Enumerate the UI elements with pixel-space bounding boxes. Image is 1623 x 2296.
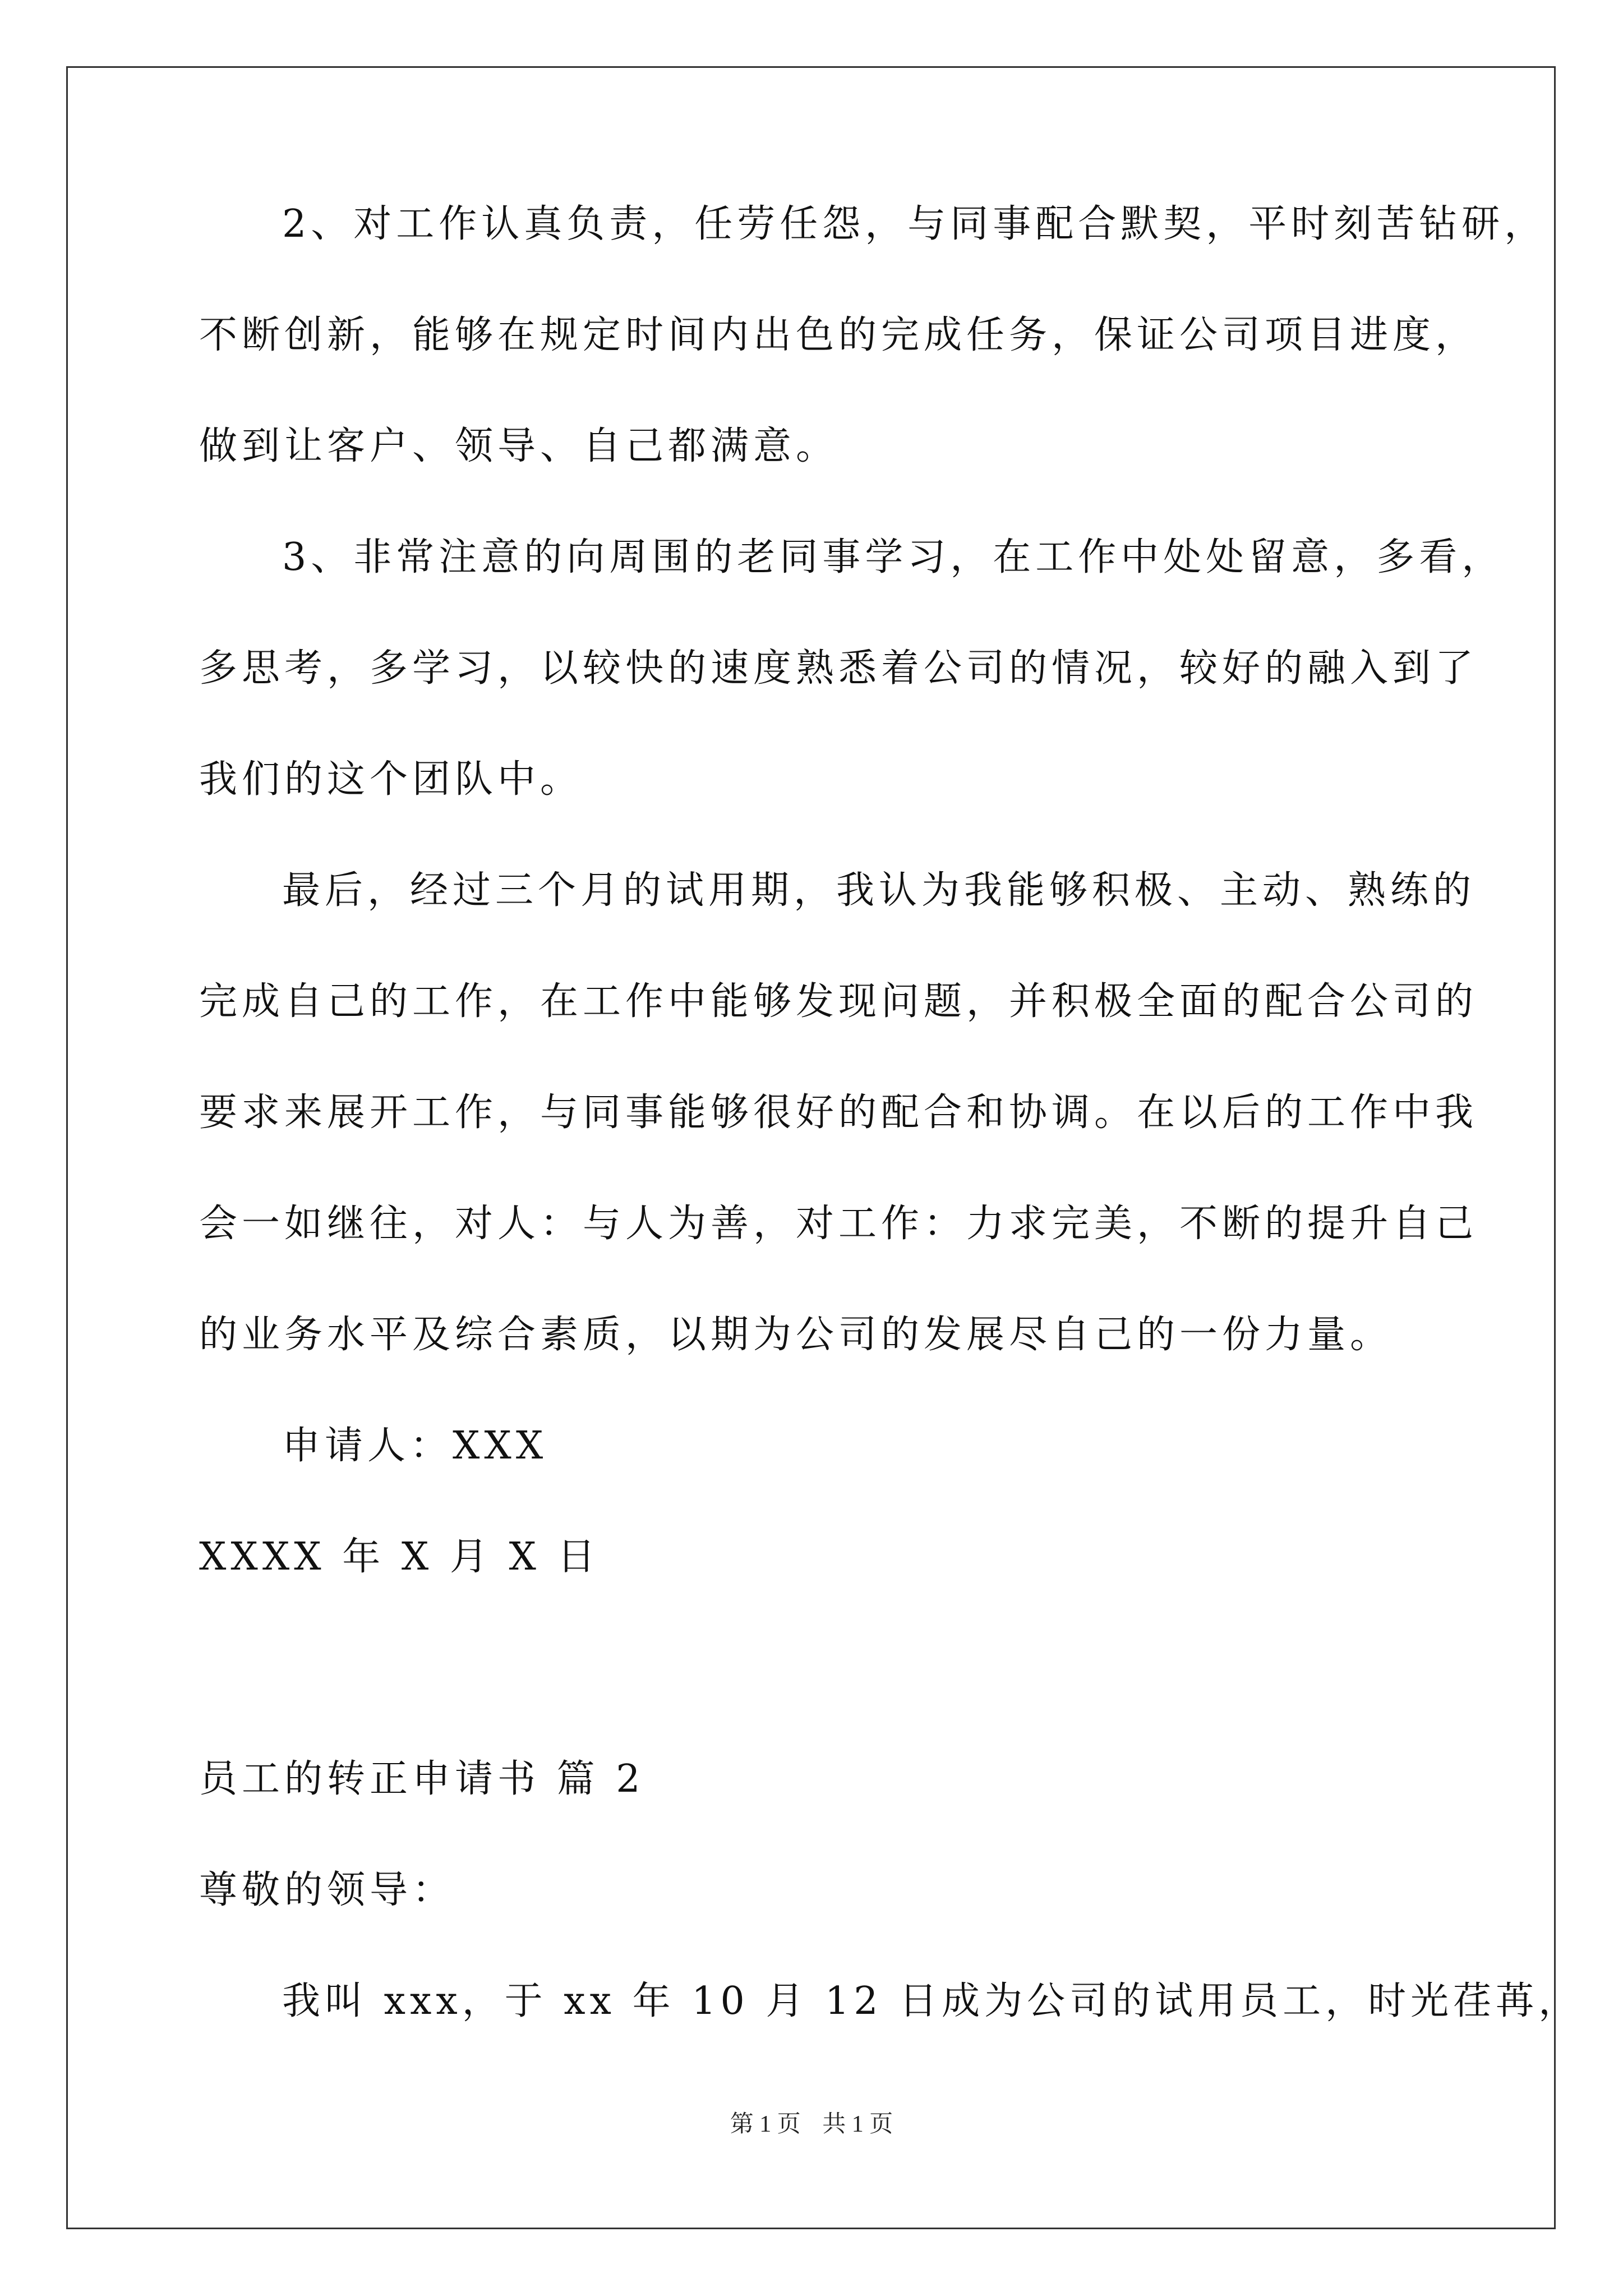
applicant-line: 申请人：XXX xyxy=(282,1424,548,1468)
section-title: 员工的转正申请书 篇 2 xyxy=(199,1757,645,1801)
paragraph-line: 做到让客户、领导、自己都满意。 xyxy=(199,424,839,468)
paragraph-line: 2、对工作认真负责，任劳任怨，与同事配合默契，平时刻苦钻研， xyxy=(282,202,1547,246)
date-line: XXXX 年 X 月 X 日 xyxy=(199,1535,600,1579)
salutation: 尊敬的领导： xyxy=(199,1868,455,1912)
paragraph-line: 多思考，多学习，以较快的速度熟悉着公司的情况，较好的融入到了 xyxy=(199,646,1478,691)
paragraph-line: 会一如继往，对人：与人为善，对工作：力求完美，不断的提升自己 xyxy=(199,1202,1478,1246)
page-total: 共 1 页 xyxy=(822,2111,893,2137)
paragraph-line: 我们的这个团队中。 xyxy=(199,757,583,802)
paragraph-line: 完成自己的工作，在工作中能够发现问题，并积极全面的配合公司的 xyxy=(199,979,1478,1024)
page-footer xyxy=(0,2105,1623,2139)
paragraph-line: 最后，经过三个月的试用期，我认为我能够积极、主动、熟练的 xyxy=(282,868,1476,913)
paragraph-line: 不断创新，能够在规定时间内出色的完成任务，保证公司项目进度， xyxy=(199,313,1478,357)
paragraph-line: 的业务水平及综合素质，以期为公司的发展尽自己的一份力量。 xyxy=(199,1313,1393,1357)
paragraph-line: 我叫 xxx，于 xx 年 10 月 12 日成为公司的试用员工，时光荏苒， xyxy=(282,1979,1581,2023)
paragraph-line: 要求来展开工作，与同事能够很好的配合和协调。在以后的工作中我 xyxy=(199,1091,1478,1135)
page-number: 第 1 页 xyxy=(730,2111,801,2137)
paragraph-line: 3、非常注意的向周围的老同事学习，在工作中处处留意，多看， xyxy=(282,535,1505,579)
